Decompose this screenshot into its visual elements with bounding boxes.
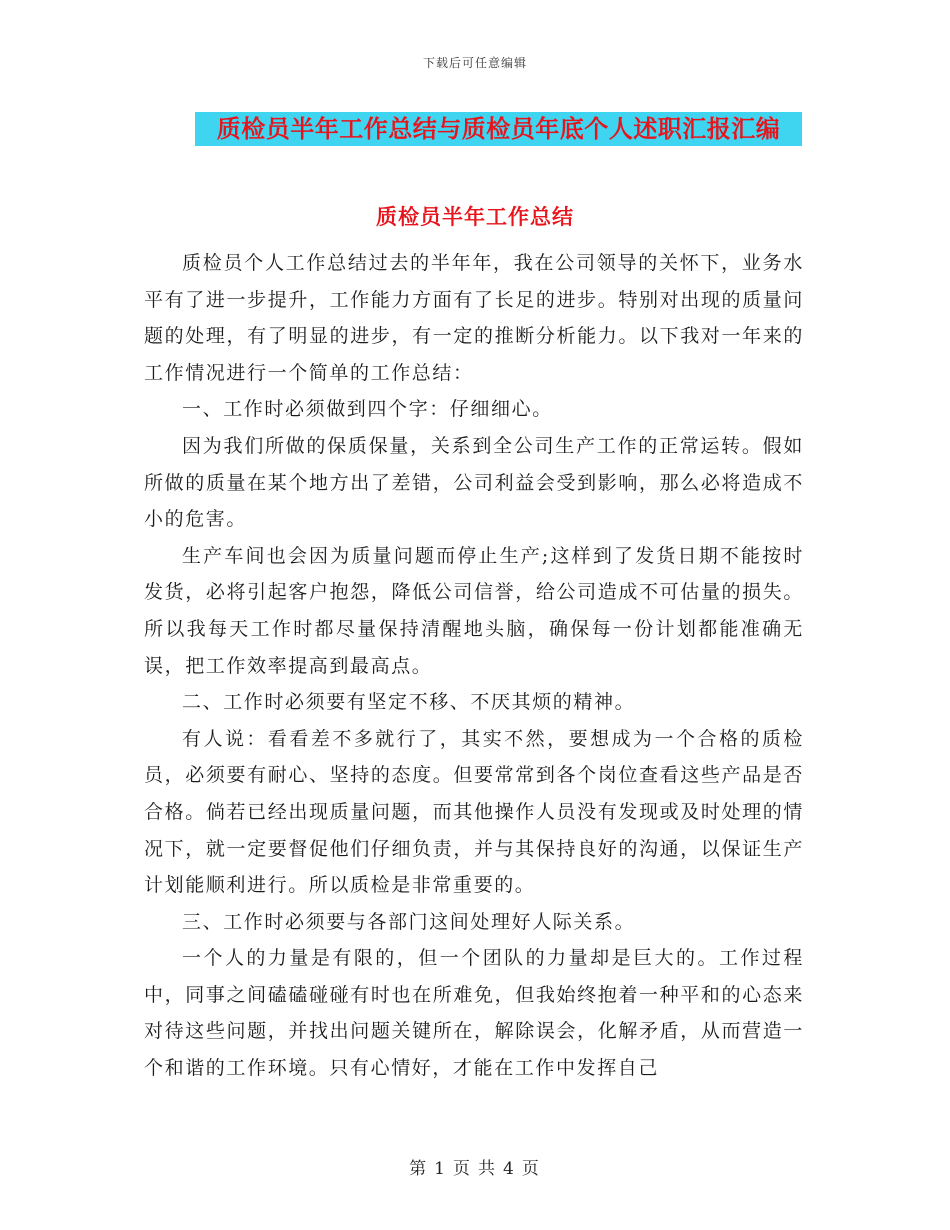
document-body (144, 245, 804, 1087)
page-number: 1 (434, 1159, 447, 1179)
header-note: 下载后可任意编辑 (422, 56, 527, 70)
footer-page-unit: 页 (453, 1159, 472, 1179)
paragraph: 一个人的力量是有限的，但一个团队的力量却是巨大的。工作过程中，同事之间磕磕碰碰有时也在所难免，但我始终抱着一种平和的心态来对待这些问题，并找出问题关键所在，解除误会，化解矛盾，从而营造一个和谐的工作环境。只有心情好，才能在工作中发挥自己 (144, 947, 804, 1080)
paragraph: 生产车间也会因为质量问题而停止生产;这样到了发货日期不能按时发货，必将引起客户抱怨，降低公司信誉，给公司造成不可估量的损失。所以我每天工作时都尽量保持清醒地头脑，确保每一份计划都能准确无误，把工作效率提高到最高点。 (144, 544, 804, 677)
paragraph: 一、工作时必须做到四个字：仔细细心。 (182, 398, 553, 421)
paragraph: 质检员个人工作总结过去的半年年，我在公司领导的关怀下，业务水平有了进一步提升，工作能力方面有了长足的进步。特别对出现的质量问题的处理，有了明显的进步，有一定的推断分析能力。以下我对一年来的工作情况进行一个简单的工作总结： (144, 252, 804, 384)
footer-total-prefix: 共 (478, 1159, 497, 1179)
page-footer (0, 1154, 950, 1179)
total-pages: 4 (503, 1159, 516, 1179)
paragraph: 三、工作时必须要与各部门这间处理好人际关系。 (182, 910, 636, 933)
paragraph: 二、工作时必须要有坚定不移、不厌其烦的精神。 (182, 691, 636, 714)
footer-prefix: 第 (409, 1159, 429, 1179)
paragraph: 因为我们所做的保质保量，关系到全公司生产工作的正常运转。假如所做的质量在某个地方出了差错，公司利益会受到影响，那么必将造成不小的危害。 (144, 434, 804, 531)
document-title: 质检员半年工作总结与质检员年底个人述职汇报汇编 (216, 114, 781, 143)
section-title: 质检员半年工作总结 (376, 204, 574, 229)
paragraph: 有人说：看看差不多就行了，其实不然，要想成为一个合格的质检员，必须要有耐心、坚持的态度。但要常常到各个岗位查看这些产品是否合格。倘若已经出现质量问题，而其他操作人员没有发现或及时处理的情况下，就一定要督促他们仔细负责，并与其保持良好的沟通，以保证生产计划能顺利进行。所以质检是非常重要的。 (144, 727, 804, 897)
footer-total-unit: 页 (521, 1159, 541, 1179)
